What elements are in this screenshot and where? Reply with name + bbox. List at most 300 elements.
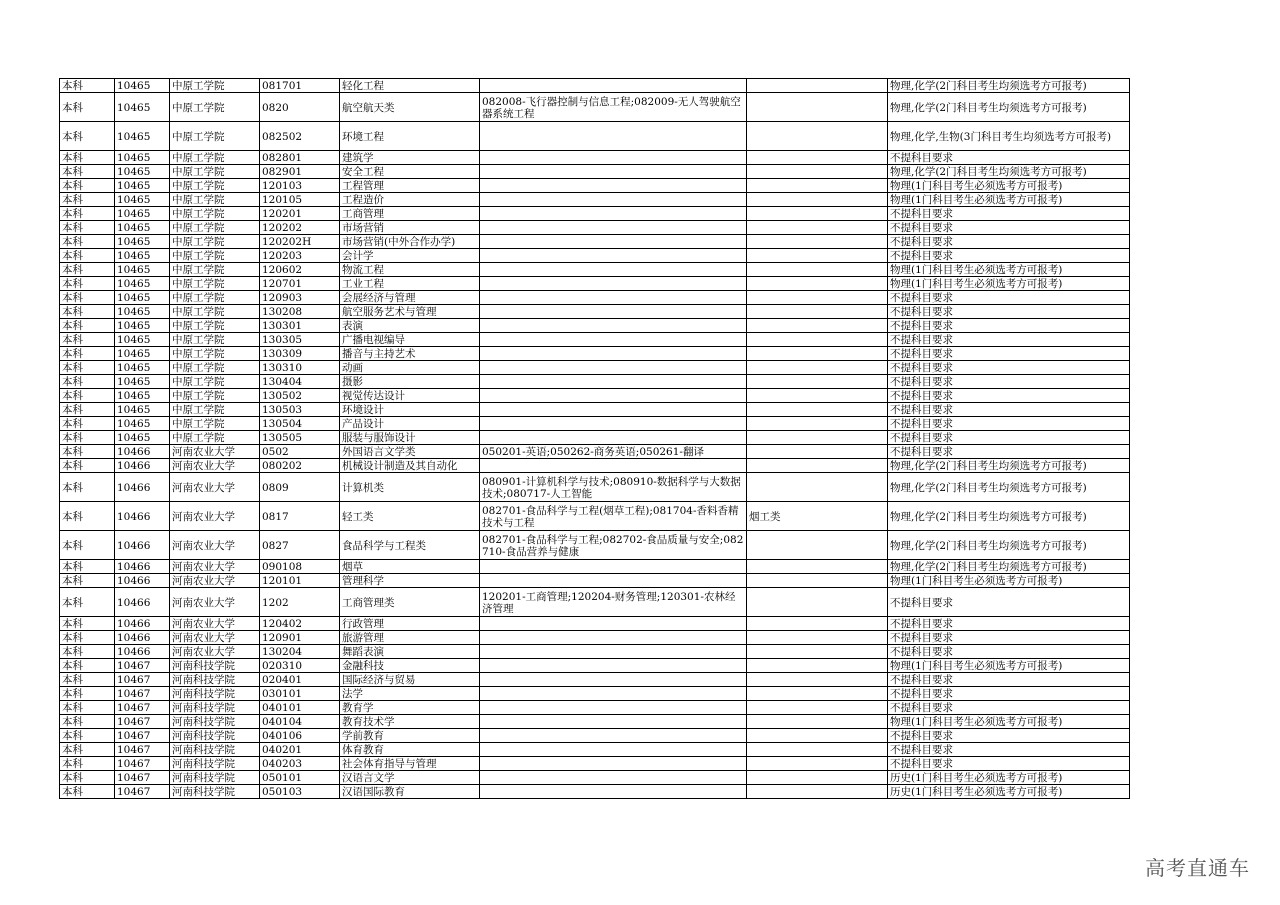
subject-requirement-cell: 不提科目要求: [888, 645, 1130, 659]
table-row: [60, 673, 1130, 687]
school-code-cell: 10465: [115, 417, 170, 431]
table-row: [60, 531, 1130, 560]
table-row: [60, 305, 1130, 319]
major-code-cell: 050101: [260, 771, 340, 785]
table-row: [60, 291, 1130, 305]
table-row: [60, 347, 1130, 361]
school-name-cell: 中原工学院: [170, 193, 260, 207]
subject-requirement-cell: 物理,化学(2门科目考生均须选考方可报考): [888, 93, 1130, 122]
subject-requirement-cell: 物理(1门科目考生必须选考方可报考): [888, 277, 1130, 291]
school-code-cell: 10466: [115, 531, 170, 560]
major-code-cell: 0817: [260, 502, 340, 531]
included-majors-cell: [480, 165, 747, 179]
major-code-cell: 130502: [260, 389, 340, 403]
table-row: [60, 645, 1130, 659]
remark-cell: [747, 631, 888, 645]
major-code-cell: 130505: [260, 431, 340, 445]
included-majors-cell: [480, 574, 747, 588]
school-code-cell: 10467: [115, 701, 170, 715]
included-majors-cell: [480, 179, 747, 193]
remark-cell: [747, 715, 888, 729]
level-cell: 本科: [60, 431, 115, 445]
major-code-cell: 120105: [260, 193, 340, 207]
table-row: [60, 79, 1130, 93]
table-row: [60, 193, 1130, 207]
school-code-cell: 10467: [115, 687, 170, 701]
major-name-cell: 动画: [340, 361, 480, 375]
subject-requirement-cell: 物理(1门科目考生必须选考方可报考): [888, 715, 1130, 729]
table-row: [60, 560, 1130, 574]
subject-requirement-cell: 不提科目要求: [888, 333, 1130, 347]
table-row: [60, 715, 1130, 729]
table-row: [60, 221, 1130, 235]
school-code-cell: 10466: [115, 645, 170, 659]
school-code-cell: 10465: [115, 291, 170, 305]
remark-cell: [747, 588, 888, 617]
included-majors-cell: [480, 715, 747, 729]
major-name-cell: 金融科技: [340, 659, 480, 673]
level-cell: 本科: [60, 151, 115, 165]
included-majors-cell: [480, 757, 747, 771]
subject-requirement-cell: 物理,化学(2门科目考生均须选考方可报考): [888, 531, 1130, 560]
table-row: [60, 277, 1130, 291]
level-cell: 本科: [60, 473, 115, 502]
remark-cell: [747, 473, 888, 502]
school-code-cell: 10467: [115, 743, 170, 757]
table-row: [60, 207, 1130, 221]
school-name-cell: 中原工学院: [170, 151, 260, 165]
remark-cell: [747, 445, 888, 459]
school-code-cell: 10467: [115, 715, 170, 729]
subject-requirement-cell: 不提科目要求: [888, 617, 1130, 631]
subject-requirement-cell: 物理,化学(2门科目考生均须选考方可报考): [888, 473, 1130, 502]
level-cell: 本科: [60, 588, 115, 617]
included-majors-cell: [480, 151, 747, 165]
school-code-cell: 10465: [115, 79, 170, 93]
school-code-cell: 10466: [115, 560, 170, 574]
subject-requirement-cell: 物理,化学(2门科目考生均须选考方可报考): [888, 502, 1130, 531]
level-cell: 本科: [60, 347, 115, 361]
major-code-cell: 040101: [260, 701, 340, 715]
major-code-cell: 130208: [260, 305, 340, 319]
major-name-cell: 法学: [340, 687, 480, 701]
school-name-cell: 中原工学院: [170, 79, 260, 93]
included-majors-cell: [480, 743, 747, 757]
included-majors-cell: [480, 122, 747, 151]
included-majors-cell: 120201-工商管理;120204-财务管理;120301-农林经济管理: [480, 588, 747, 617]
school-code-cell: 10465: [115, 333, 170, 347]
school-code-cell: 10465: [115, 389, 170, 403]
remark-cell: [747, 729, 888, 743]
major-name-cell: 建筑学: [340, 151, 480, 165]
remark-cell: [747, 263, 888, 277]
subject-requirement-cell: 不提科目要求: [888, 445, 1130, 459]
major-name-cell: 机械设计制造及其自动化: [340, 459, 480, 473]
school-code-cell: 10466: [115, 631, 170, 645]
included-majors-cell: [480, 375, 747, 389]
included-majors-cell: 082008-飞行器控制与信息工程;082009-无人驾驶航空器系统工程: [480, 93, 747, 122]
school-name-cell: 中原工学院: [170, 361, 260, 375]
subject-requirement-cell: 不提科目要求: [888, 729, 1130, 743]
subject-requirement-cell: 不提科目要求: [888, 417, 1130, 431]
major-code-cell: 130504: [260, 417, 340, 431]
included-majors-cell: [480, 277, 747, 291]
school-code-cell: 10465: [115, 361, 170, 375]
included-majors-cell: [480, 249, 747, 263]
included-majors-cell: 082701-食品科学与工程(烟草工程);081704-香料香精技术与工程: [480, 502, 747, 531]
school-name-cell: 河南农业大学: [170, 617, 260, 631]
table-row: [60, 375, 1130, 389]
school-code-cell: 10465: [115, 249, 170, 263]
major-code-cell: 050103: [260, 785, 340, 799]
table-row: [60, 785, 1130, 799]
subject-requirement-cell: 不提科目要求: [888, 631, 1130, 645]
major-code-cell: 130309: [260, 347, 340, 361]
level-cell: 本科: [60, 179, 115, 193]
school-name-cell: 中原工学院: [170, 347, 260, 361]
major-code-cell: 130310: [260, 361, 340, 375]
school-name-cell: 中原工学院: [170, 417, 260, 431]
major-name-cell: 市场营销: [340, 221, 480, 235]
subject-requirement-cell: 不提科目要求: [888, 361, 1130, 375]
table-row: [60, 431, 1130, 445]
major-name-cell: 环境工程: [340, 122, 480, 151]
level-cell: 本科: [60, 687, 115, 701]
table-row: [60, 319, 1130, 333]
major-code-cell: 0502: [260, 445, 340, 459]
major-name-cell: 轻化工程: [340, 79, 480, 93]
level-cell: 本科: [60, 659, 115, 673]
table-row: [60, 151, 1130, 165]
school-name-cell: 河南科技学院: [170, 687, 260, 701]
school-name-cell: 中原工学院: [170, 403, 260, 417]
table-row: [60, 743, 1130, 757]
remark-cell: [747, 687, 888, 701]
school-name-cell: 河南科技学院: [170, 785, 260, 799]
school-code-cell: 10466: [115, 445, 170, 459]
remark-cell: [747, 417, 888, 431]
school-name-cell: 中原工学院: [170, 305, 260, 319]
remark-cell: [747, 193, 888, 207]
subject-requirements-table: [59, 78, 1130, 799]
table-row: [60, 574, 1130, 588]
level-cell: 本科: [60, 502, 115, 531]
major-name-cell: 教育技术学: [340, 715, 480, 729]
level-cell: 本科: [60, 263, 115, 277]
major-code-cell: 0809: [260, 473, 340, 502]
school-code-cell: 10466: [115, 502, 170, 531]
school-name-cell: 河南农业大学: [170, 445, 260, 459]
subject-requirement-cell: 物理(1门科目考生必须选考方可报考): [888, 263, 1130, 277]
level-cell: 本科: [60, 375, 115, 389]
subject-requirement-cell: 历史(1门科目考生必须选考方可报考): [888, 771, 1130, 785]
remark-cell: [747, 531, 888, 560]
remark-cell: [747, 431, 888, 445]
major-name-cell: 摄影: [340, 375, 480, 389]
table-row: [60, 729, 1130, 743]
level-cell: 本科: [60, 673, 115, 687]
school-name-cell: 河南科技学院: [170, 715, 260, 729]
included-majors-cell: [480, 785, 747, 799]
major-name-cell: 烟草: [340, 560, 480, 574]
major-name-cell: 行政管理: [340, 617, 480, 631]
remark-cell: [747, 305, 888, 319]
school-name-cell: 河南农业大学: [170, 645, 260, 659]
school-code-cell: 10465: [115, 193, 170, 207]
school-code-cell: 10465: [115, 277, 170, 291]
table-row: [60, 122, 1130, 151]
school-name-cell: 中原工学院: [170, 249, 260, 263]
major-code-cell: 120203: [260, 249, 340, 263]
major-code-cell: 130204: [260, 645, 340, 659]
school-name-cell: 河南农业大学: [170, 502, 260, 531]
included-majors-cell: [480, 333, 747, 347]
subject-requirement-cell: 不提科目要求: [888, 389, 1130, 403]
level-cell: 本科: [60, 122, 115, 151]
school-name-cell: 河南科技学院: [170, 757, 260, 771]
table-body: [60, 79, 1130, 799]
included-majors-cell: [480, 221, 747, 235]
major-code-cell: 120201: [260, 207, 340, 221]
subject-requirement-cell: 物理,化学,生物(3门科目考生均须选考方可报考): [888, 122, 1130, 151]
included-majors-cell: [480, 771, 747, 785]
remark-cell: 烟工类: [747, 502, 888, 531]
remark-cell: [747, 403, 888, 417]
table-row: [60, 631, 1130, 645]
watermark: 高考直通车: [1145, 856, 1250, 880]
remark-cell: [747, 179, 888, 193]
school-name-cell: 中原工学院: [170, 93, 260, 122]
subject-requirement-cell: 物理(1门科目考生必须选考方可报考): [888, 574, 1130, 588]
table-row: [60, 165, 1130, 179]
table-row: [60, 389, 1130, 403]
major-code-cell: 120903: [260, 291, 340, 305]
major-code-cell: 0827: [260, 531, 340, 560]
level-cell: 本科: [60, 207, 115, 221]
subject-requirement-cell: 不提科目要求: [888, 207, 1130, 221]
remark-cell: [747, 319, 888, 333]
subject-requirement-cell: 物理,化学(2门科目考生均须选考方可报考): [888, 560, 1130, 574]
school-code-cell: 10466: [115, 459, 170, 473]
level-cell: 本科: [60, 531, 115, 560]
table-row: [60, 459, 1130, 473]
level-cell: 本科: [60, 574, 115, 588]
school-code-cell: 10465: [115, 375, 170, 389]
remark-cell: [747, 574, 888, 588]
major-code-cell: 130305: [260, 333, 340, 347]
remark-cell: [747, 743, 888, 757]
included-majors-cell: [480, 631, 747, 645]
level-cell: 本科: [60, 277, 115, 291]
school-name-cell: 河南农业大学: [170, 588, 260, 617]
school-name-cell: 中原工学院: [170, 165, 260, 179]
school-name-cell: 河南农业大学: [170, 473, 260, 502]
school-name-cell: 河南科技学院: [170, 673, 260, 687]
subject-requirement-cell: 不提科目要求: [888, 431, 1130, 445]
level-cell: 本科: [60, 403, 115, 417]
subject-requirement-cell: 不提科目要求: [888, 291, 1130, 305]
major-code-cell: 082502: [260, 122, 340, 151]
remark-cell: [747, 673, 888, 687]
major-code-cell: 120202: [260, 221, 340, 235]
level-cell: 本科: [60, 701, 115, 715]
major-name-cell: 视觉传达设计: [340, 389, 480, 403]
school-name-cell: 中原工学院: [170, 122, 260, 151]
remark-cell: [747, 757, 888, 771]
school-code-cell: 10465: [115, 151, 170, 165]
table-row: [60, 757, 1130, 771]
subject-requirement-cell: 不提科目要求: [888, 588, 1130, 617]
remark-cell: [747, 617, 888, 631]
remark-cell: [747, 165, 888, 179]
remark-cell: [747, 785, 888, 799]
major-code-cell: 090108: [260, 560, 340, 574]
table-row: [60, 502, 1130, 531]
level-cell: 本科: [60, 361, 115, 375]
major-name-cell: 会展经济与管理: [340, 291, 480, 305]
school-name-cell: 河南农业大学: [170, 560, 260, 574]
school-code-cell: 10467: [115, 757, 170, 771]
major-code-cell: 130404: [260, 375, 340, 389]
subject-requirement-cell: 物理(1门科目考生必须选考方可报考): [888, 193, 1130, 207]
included-majors-cell: [480, 645, 747, 659]
level-cell: 本科: [60, 305, 115, 319]
included-majors-cell: [480, 560, 747, 574]
major-name-cell: 工程管理: [340, 179, 480, 193]
included-majors-cell: [480, 263, 747, 277]
school-name-cell: 中原工学院: [170, 333, 260, 347]
major-code-cell: 120402: [260, 617, 340, 631]
subject-requirement-cell: 不提科目要求: [888, 757, 1130, 771]
school-code-cell: 10466: [115, 473, 170, 502]
major-code-cell: 082801: [260, 151, 340, 165]
level-cell: 本科: [60, 771, 115, 785]
subject-requirement-cell: 不提科目要求: [888, 375, 1130, 389]
included-majors-cell: [480, 361, 747, 375]
level-cell: 本科: [60, 389, 115, 403]
major-name-cell: 服装与服饰设计: [340, 431, 480, 445]
table-row: [60, 333, 1130, 347]
major-name-cell: 食品科学与工程类: [340, 531, 480, 560]
school-code-cell: 10465: [115, 319, 170, 333]
major-name-cell: 工商管理: [340, 207, 480, 221]
table-row: [60, 179, 1130, 193]
remark-cell: [747, 122, 888, 151]
subject-requirement-cell: 物理(1门科目考生必须选考方可报考): [888, 179, 1130, 193]
table-row: [60, 93, 1130, 122]
major-name-cell: 计算机类: [340, 473, 480, 502]
major-code-cell: 040104: [260, 715, 340, 729]
table-row: [60, 263, 1130, 277]
major-name-cell: 社会体育指导与管理: [340, 757, 480, 771]
school-name-cell: 河南农业大学: [170, 574, 260, 588]
major-code-cell: 120701: [260, 277, 340, 291]
school-name-cell: 中原工学院: [170, 389, 260, 403]
school-name-cell: 中原工学院: [170, 291, 260, 305]
level-cell: 本科: [60, 459, 115, 473]
school-code-cell: 10466: [115, 574, 170, 588]
level-cell: 本科: [60, 193, 115, 207]
level-cell: 本科: [60, 291, 115, 305]
major-name-cell: 广播电视编导: [340, 333, 480, 347]
included-majors-cell: [480, 389, 747, 403]
school-name-cell: 河南农业大学: [170, 459, 260, 473]
table-row: [60, 771, 1130, 785]
included-majors-cell: [480, 701, 747, 715]
major-code-cell: 040203: [260, 757, 340, 771]
major-code-cell: 120101: [260, 574, 340, 588]
school-code-cell: 10465: [115, 179, 170, 193]
school-code-cell: 10465: [115, 165, 170, 179]
major-code-cell: 040106: [260, 729, 340, 743]
level-cell: 本科: [60, 631, 115, 645]
school-code-cell: 10467: [115, 785, 170, 799]
remark-cell: [747, 207, 888, 221]
included-majors-cell: [480, 687, 747, 701]
subject-requirement-cell: 不提科目要求: [888, 687, 1130, 701]
included-majors-cell: [480, 729, 747, 743]
subject-requirement-cell: 历史(1门科目考生必须选考方可报考): [888, 785, 1130, 799]
major-name-cell: 汉语国际教育: [340, 785, 480, 799]
subject-requirement-cell: 物理,化学(2门科目考生均须选考方可报考): [888, 79, 1130, 93]
level-cell: 本科: [60, 417, 115, 431]
major-name-cell: 学前教育: [340, 729, 480, 743]
school-code-cell: 10465: [115, 207, 170, 221]
table-row: [60, 659, 1130, 673]
major-code-cell: 081701: [260, 79, 340, 93]
major-code-cell: 120602: [260, 263, 340, 277]
major-code-cell: 082901: [260, 165, 340, 179]
subject-requirement-cell: 不提科目要求: [888, 221, 1130, 235]
school-code-cell: 10465: [115, 305, 170, 319]
included-majors-cell: [480, 305, 747, 319]
major-name-cell: 会计学: [340, 249, 480, 263]
major-name-cell: 教育学: [340, 701, 480, 715]
remark-cell: [747, 79, 888, 93]
level-cell: 本科: [60, 235, 115, 249]
subject-requirement-cell: 不提科目要求: [888, 347, 1130, 361]
table-row: [60, 235, 1130, 249]
included-majors-cell: [480, 459, 747, 473]
remark-cell: [747, 375, 888, 389]
school-code-cell: 10467: [115, 673, 170, 687]
table-row: [60, 473, 1130, 502]
remark-cell: [747, 249, 888, 263]
major-code-cell: 020310: [260, 659, 340, 673]
major-code-cell: 020401: [260, 673, 340, 687]
included-majors-cell: [480, 291, 747, 305]
table-row: [60, 701, 1130, 715]
school-code-cell: 10467: [115, 729, 170, 743]
level-cell: 本科: [60, 445, 115, 459]
school-code-cell: 10466: [115, 588, 170, 617]
major-name-cell: 工业工程: [340, 277, 480, 291]
school-name-cell: 中原工学院: [170, 221, 260, 235]
included-majors-cell: [480, 193, 747, 207]
school-code-cell: 10465: [115, 221, 170, 235]
school-name-cell: 河南科技学院: [170, 771, 260, 785]
included-majors-cell: [480, 235, 747, 249]
school-name-cell: 中原工学院: [170, 319, 260, 333]
major-code-cell: 080202: [260, 459, 340, 473]
school-code-cell: 10465: [115, 122, 170, 151]
level-cell: 本科: [60, 249, 115, 263]
major-name-cell: 汉语言文学: [340, 771, 480, 785]
major-name-cell: 安全工程: [340, 165, 480, 179]
remark-cell: [747, 459, 888, 473]
school-name-cell: 中原工学院: [170, 207, 260, 221]
subject-requirement-cell: 不提科目要求: [888, 151, 1130, 165]
